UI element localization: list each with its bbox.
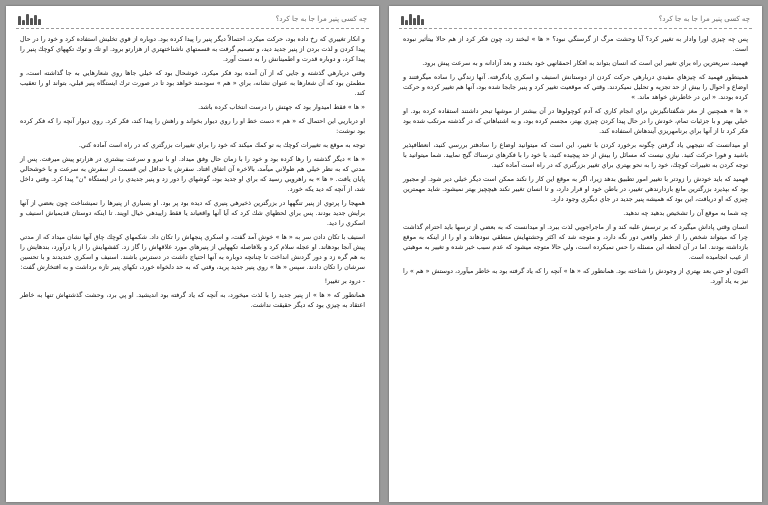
paragraph: او درباريي اين احتمال كه « هم » دست خط او را روي ديوار بخواند و راهش را پيدا كند، فكر كرد. روي ديوار آنچه را كه فكر كرده بود نوشت: — [20, 117, 365, 135]
paragraph: « ها » همچنين از مغز شگفتانگيزش براي انجام كاري كه آدم كوچولوها در آن بيشتر از موشها تبحر داشتند استفاده كرده بود. او خيلي بهتر و با جزئيات تمام، خودش را در حال پيدا كردن چيزي بهتر، مجسم كرده بود، و به اشتباهاتي كه در گذشته مرتكب شده بود فكر كرد تا از آنها براي برنامهريزي آيندهاش استفاده كند. — [403, 107, 748, 135]
page-left — [6, 6, 379, 502]
paragraph: اسنيف با تكان دادن سر به « ها » خوش آمد گفت، و اسكري پنجهاش را تكان داد. شكمهاي كوچك چاق آنها نشان ميداد كه از مدتي پيش آنجا بودهاند. او عجله سلام كرد و بلافاصله تكههايي از پنيرهاي مورد علاقهاش را گاز زد. كفشهايش را از پا درآورد، بندهايش را به هم گره زد و دور گردنش انداخت تا چنانچه دوباره به آنها احتياج داشت در دسترس باشند. اسنيف و اسكري خنديدند و با تحسين سرشان را تكان دادند. سپس « ها » روي پنير جديد پريد، وقتي كه به حد دلخواه خورد، تكهاي پنير تازه برداشت و به افتخارش گفت: — [20, 233, 365, 271]
paragraph: وقتي دربارهي گذشته و جايي كه از آن آمده بود فكر ميكرد، خوشحال بود كه خيلي جاها روي شعارهايي به جا گذاشته است، و مطمئن بود كه آن شعارها به عنوان نشانه، براي « هم » سودمند خواهد بود تا در صورت ترك ايستگاه پنير قبلي، بتواند او را تعقيب كند. — [20, 69, 365, 97]
paragraph: او ميدانست كه نتيجهي ياد گرفتن چگونه برخورد كردن با تغيير، اين است كه ميتوانيد اوضاع را سادهتر بررسي كنيد، انعطافپذير باشيد و فورا حركت كنيد. نيازي نيست كه مسائل را بيش از حد پيچيده كنيد، يا خود را با فكرهاي ترسناك گيج نماييد. شما ميتوانيد با توجه كردن به تغييرات كوچك، خود را به نحو بهتري براي تغيير بزرگتري كه در راه است آماده كنيد. — [403, 141, 748, 169]
paragraph: فهميد كه بايد خودش را زودتر با تغيير امور تطبيق بدهد زيرا، اگر به موقع اين كار را نكند ممكن است ديگر خيلي دير شود. او مجبور بود كه بپذيرد بزرگترين مانع بازدارندهي تغيير، در باطن خود او قرار دارد، و تا انسان تغيير نكند هيچچيز بهتر نميشود. شايد مهمترين چيزي كه او دريافت، اين بود كه هميشه پنير جديد در جاي ديگري وجود دارد. — [403, 175, 748, 203]
paragraph: فهميد، سريعترين راه براي تغيير اين است كه انسان بتواند به افكار احمقانهي خود بخندد و بعد آزادانه و به سرعت پيش برود. — [422, 59, 748, 67]
paragraph: همهجا را پرتوي از پنير تنگهها در بزرگترين ذخيرهي پنيري كه ديده بود پر بود. او بسياري از پنيرها را نميشناخت چون بعضي از آنها برايش جديد بودند. پس براي لحظهاي شك كرد كه آيا آنها واقعياند يا فقط زاييدهي خيال اويند. تا اينكه دوستان قديمياش اسنيف و اسكري را ديد. — [20, 199, 365, 227]
header-divider — [16, 28, 369, 29]
page-header — [401, 12, 750, 26]
paragraph: پس چه چيزي اورا وادار به تغيير كرد؟ آيا وحشت مرگ از گرسنگي نبود؟ « ها » لبخند زد، چون فكر كرد از هم حالا بيتأثير نبوده است. — [403, 35, 748, 53]
paragraph: چه شما به موقع آن را تشخيص بدهيد چه ندهيد. — [623, 209, 748, 217]
paragraph: « ها » ديگر گذشته را رها كرده بود و خود را با زمان حال وفق ميداد. او با نيرو و سرعت بيشتري در هزارتو پيش ميرفت. پس از مدتي كه به نظر خيلي هم طولاني ميآمد، بالاخره آن اتفاق افتاد. سفرش يا حداقل اين قسمت از سفرش به سرعت و با خوشحالي پايان يافت. « ها » به راهرويي رسيد كه براي او جديد بود، گوشهاي را دور زد و پنير جديدي را در ايستگاه "ن" پيدا كرد. وقتي داخل شد، از آنچه كه ديد يكه خورد. — [20, 155, 365, 193]
paragraph: توجه به موقع به تغييرات كوچك به تو كمك ميكند كه خود را براي تغييرات بزرگتري كه در راه است آماده كني. — [78, 141, 365, 149]
paragraph: « ها » فقط اميدوار بود كه جهتش را درست انتخاب كرده باشد. — [198, 103, 365, 111]
paragraph: همينطور فهميد كه چيزهاي مفيدي دربارهي حركت كردن از دوستانش اسنيف و اسكري يادگرفته. آنها زندگي را ساده ميگرفتند و اوضاع و احوال را بيش از حد تجزيه و تحليل نميكردند. وقتي كه موقعيت تغيير كرد و پنير جابجا شده بود، آنها هم تغيير كرده و حركت كرده بودند. « اين در خاطرش خواهد ماند. » — [403, 73, 748, 101]
page-header — [18, 12, 367, 26]
paragraph: انسان وقتي پاداش ميگيرد كه بر ترسش غلبه كند و از ماجراجويي لذت ببرد. او ميدانست كه به بعضي از ترسها بايد احترام گذاشت چرا كه ميتواند شخص را از خطر واقعي دور نگه دارد، و متوجه شد كه اكثر وحشتهايش منطقي نبودهاند و او را از اينكه به موقع بازداشته بودند. اما در آن لحظه اين مسئله را حس نميكرده است، ولي حالا متوجه ميشود كه عدم سبب خير شده و تغيير به موهبتي از غيب انجاميده است. — [403, 223, 748, 261]
page-body — [403, 34, 748, 496]
running-title: چه کسی پنیر مرا جا به جا کرد؟ — [275, 15, 367, 23]
paragraph: اكنون او حتي بعد بهتري از وجودش را شناخته بود. همانطور كه « ها » آنچه را كه ياد گرفته بود به خاطر ميآورد، دوستش « هم » را نيز به ياد آورد. — [403, 267, 748, 285]
paragraph: همانطور كه « ها » از پنير جديد را با لذت ميخورد، به آنچه كه ياد گرفته بود انديشيد. او پي برد، وحشت گذشتهاش تنها به خاطر اعتقاد به چيزي بود كه ديگر حقيقت نداشت. — [20, 291, 365, 309]
page-body — [20, 34, 365, 496]
paragraph: و انكار تغييري كه رخ داده بود، حركت ميكرد، احتمالاً ديگر پنير را پيدا كرده بود. دوباره از قوي تخليش استفاده كرد و خود را در حال پيدا كردن و لذت بردن از پنير جديد ديد، و تصميم گرفت به قسمتهاي ناشناختهتري از هزارتو برود. او تك و توك تكههاي كوچك پنير را پيدا كرد، و دوباره قدرت و اطمينانش را به دست آورد. — [20, 35, 365, 63]
page-right — [389, 6, 762, 502]
publisher-logo-icon — [18, 13, 41, 25]
paragraph: - درود بر تغيير! — [324, 277, 365, 285]
publisher-logo-icon — [401, 13, 424, 25]
header-divider — [399, 28, 752, 29]
running-title: چه کسی پنیر مرا جا به جا کرد؟ — [658, 15, 750, 23]
